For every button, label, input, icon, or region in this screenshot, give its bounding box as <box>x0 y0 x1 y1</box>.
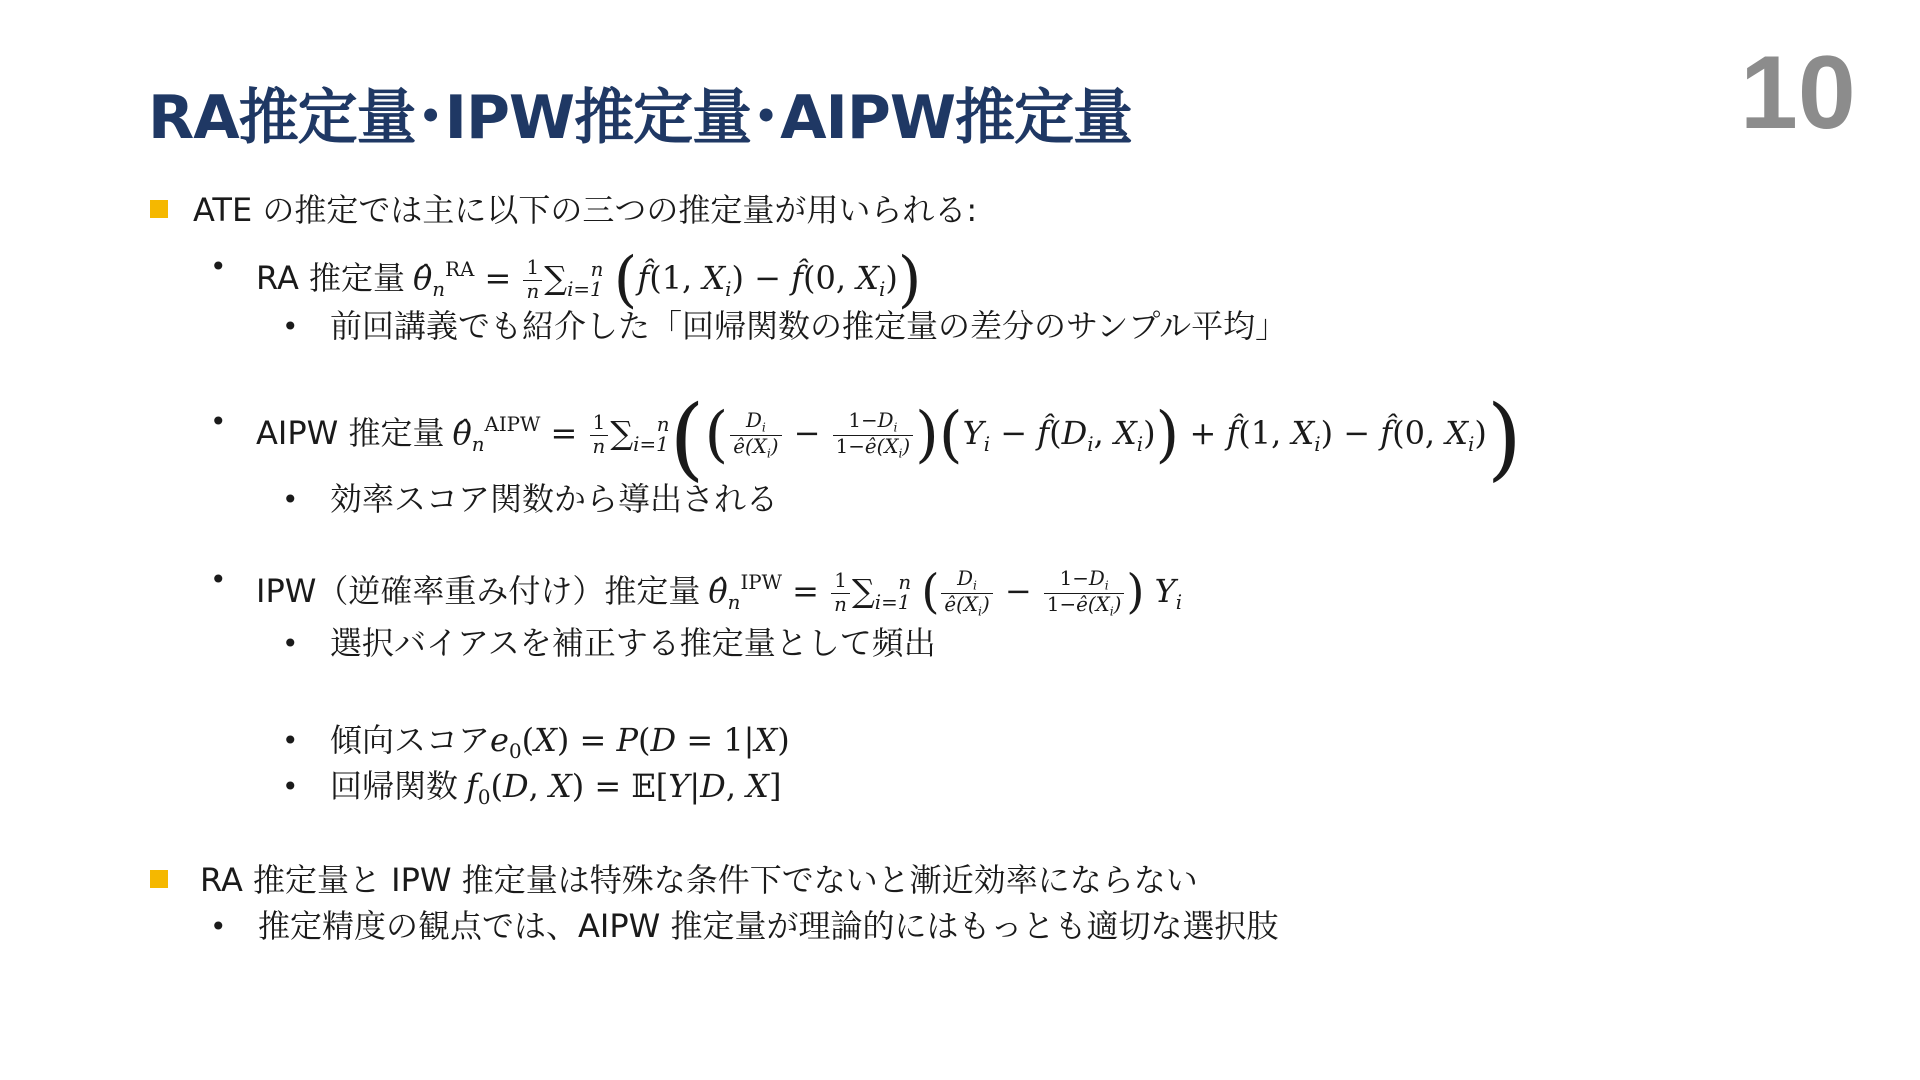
bullet-dot-icon: • <box>210 563 227 596</box>
bullet-dot-icon: • <box>210 910 227 943</box>
bullet-dot-icon: • <box>282 770 299 803</box>
conclusion-sub-text: 推定精度の観点では、AIPW 推定量が理論的にはもっとも適切な選択肢 <box>258 907 1279 945</box>
propensity-formula: $e_0(X) = P(D = 1|X)$ <box>490 721 790 763</box>
ipw-formula: $\thetâ_n^{IPW}$ = $\frac{1}{n}$ $\sum_{i=1}^n$ ( $\frac{D_i}{ê(X_i)}$ − $\frac{1-D_i}{1-ê(X_i)}$ ) $Y_i$ <box>708 564 1183 619</box>
square-bullet-icon <box>150 870 168 888</box>
regression-line <box>330 766 781 818</box>
ipw-label: IPW（逆確率重み付け）推定量 <box>256 571 701 610</box>
aipw-label: AIPW 推定量 <box>256 413 445 452</box>
ra-formula: $\thetâ_n^{RA}$ = $\frac{1}{n}$ $\sum_{i=1}^n$ (f̂(1, $X_i$) − f̂(0, $X_i$)) <box>413 244 922 315</box>
aipw-note: 効率スコア関数から導出される <box>330 480 779 518</box>
conclusion-text: RA 推定量と IPW 推定量は特殊な条件下でないと漸近効率にならない <box>200 861 1198 899</box>
ra-line <box>256 244 922 315</box>
slide-title: RA推定量･IPW推定量･AIPW推定量 <box>148 83 1133 153</box>
bullet-dot-icon: • <box>282 483 299 516</box>
bullet-dot-icon: • <box>210 405 227 438</box>
ipw-note: 選択バイアスを補正する推定量として頻出 <box>330 624 936 662</box>
ipw-line <box>256 563 1182 623</box>
bullet-dot-icon: • <box>282 627 299 660</box>
page-number: 10 <box>1740 35 1856 151</box>
intro-text: ATE の推定では主に以下の三つの推定量が用いられる: <box>193 191 978 229</box>
aipw-formula: $\thetâ_n^{AIPW}$ = $\frac{1}{n}$ $\sum_{i=1}^n$(( $\frac{D_i}{ê(X_i)}$ − $\frac{1-D_i}{1-ê(X_i)}$ )($Y_i$ − $f̂(D_i$, $X_i$)) + f̂(1, $X_i$) − f̂(0, $X_i$)) <box>452 386 1522 491</box>
propensity-label: 傾向スコア <box>330 721 491 759</box>
square-bullet-icon <box>150 200 168 218</box>
regression-label: 回帰関数 <box>330 767 459 805</box>
propensity-line <box>330 720 790 772</box>
regression-formula: $f_0(D$, X) = 𝔼[Y|D, X] <box>466 767 782 809</box>
bullet-dot-icon: • <box>210 250 227 283</box>
aipw-line <box>256 386 1522 491</box>
bullet-dot-icon: • <box>282 310 299 343</box>
bullet-dot-icon: • <box>282 724 299 757</box>
ra-label: RA 推定量 <box>256 258 406 297</box>
ra-note: 前回講義でも紹介した「回帰関数の推定量の差分のサンプル平均」 <box>330 307 1288 345</box>
